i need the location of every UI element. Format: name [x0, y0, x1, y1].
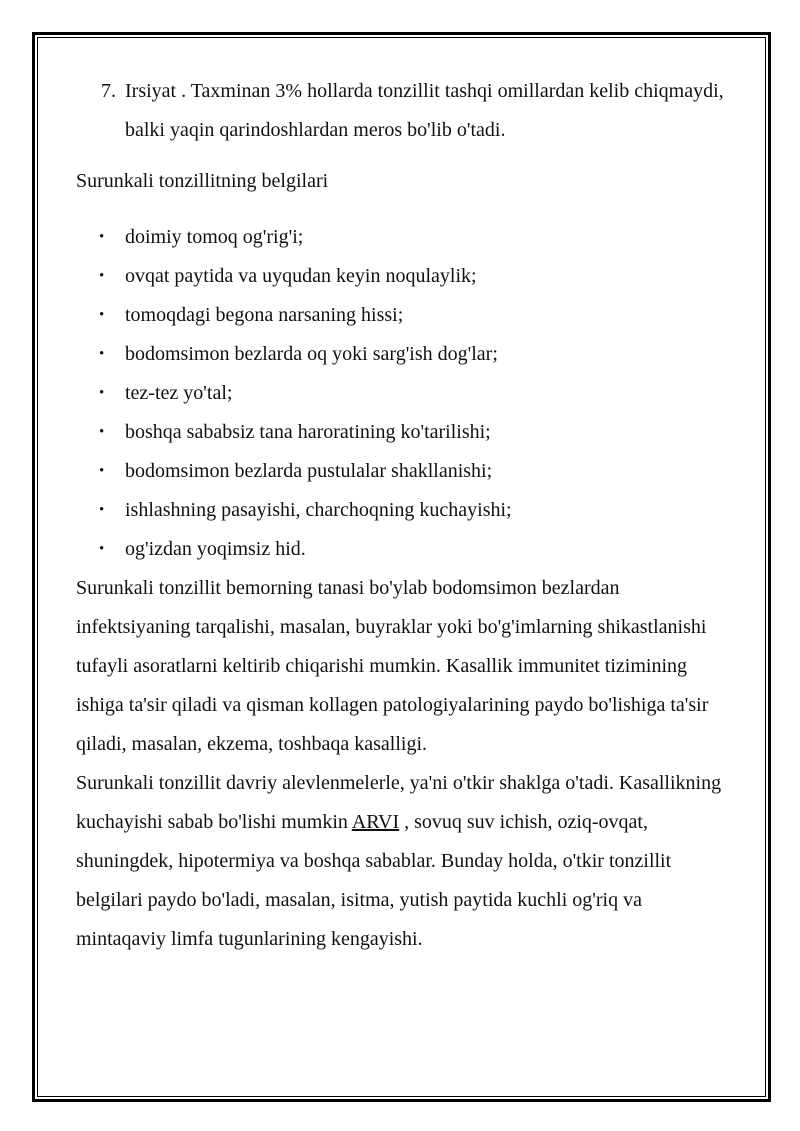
list-item-text: bodomsimon bezlarda oq yoki sarg'ish dog'lar; [125, 343, 498, 365]
list-item [76, 335, 726, 374]
bullet-icon: • [99, 385, 105, 401]
list-item [76, 296, 726, 335]
document-body [76, 72, 726, 959]
list-item [76, 530, 726, 569]
bullet-icon: • [99, 229, 105, 245]
item-number: 7. [101, 80, 116, 102]
paragraph-complications: Surunkali tonzillit bemorning tanasi bo'ylab bodomsimon bezlardan infektsiyaning tarqalishi, masalan, buyraklar yoki bo'g'imlarning shikastlanishi tufayli asoratlarni keltirib chiqarishi mumkin. Kasallik immunitet tizimining ishiga ta'sir qiladi va qisman kollagen patologiyalarining paydo bo'lishiga ta'sir qiladi, masalan, ekzema, toshbaqa kasalligi. [76, 577, 709, 755]
bullet-icon: • [99, 463, 105, 479]
list-item-text: tez-tez yo'tal; [125, 382, 233, 404]
numbered-item-heredity [76, 72, 726, 150]
list-item-text: ovqat paytida va uyqudan keyin noqulaylik; [125, 265, 477, 287]
list-item-text: tomoqdagi begona narsaning hissi; [125, 304, 404, 326]
bullet-icon: • [99, 268, 105, 284]
paragraph-text-start: Surunkali tonzillit davriy alevlenmelerle, ya'ni o'tkir shaklga o'tadi. Kasallikning kuchayishi sabab bo'lishi mumkin [76, 772, 722, 833]
item-text: Irsiyat . Taxminan 3% hollarda tonzillit tashqi omillardan kelib chiqmaydi, balki yaqin qarindoshlardan meros bo'lib o'tadi. [125, 80, 724, 141]
signs-list [76, 218, 726, 569]
list-item-text: og'izdan yoqimsiz hid. [125, 538, 306, 560]
bullet-icon: • [99, 424, 105, 440]
list-item [76, 452, 726, 491]
paragraph-exacerbation [76, 764, 726, 959]
bullet-icon: • [99, 307, 105, 323]
list-item [76, 491, 726, 530]
list-item [76, 218, 726, 257]
list-item-text: bodomsimon bezlarda pustulalar shakllanishi; [125, 460, 493, 482]
section-heading: Surunkali tonzillitning belgilari [76, 170, 329, 192]
list-item [76, 374, 726, 413]
list-item-text: ishlashning pasayishi, charchoqning kuchayishi; [125, 499, 512, 521]
bullet-icon: • [99, 541, 105, 557]
list-item [76, 257, 726, 296]
arvi-link[interactable]: ARVI [351, 811, 400, 833]
list-item [76, 413, 726, 452]
bullet-icon: • [99, 502, 105, 518]
paragraph-text-end: , sovuq suv ichish, oziq-ovqat, shuningdek, hipotermiya va boshqa sabablar. Bunday holda, o'tkir tonzillit belgilari paydo bo'ladi, masalan, isitma, yutish paytida kuchli og'riq va mintaqaviy limfa tugunlarining kengayishi. [76, 811, 672, 950]
list-item-text: boshqa sababsiz tana haroratining ko'tarilishi; [125, 421, 491, 443]
bullet-icon: • [99, 346, 105, 362]
list-item-text: doimiy tomoq og'rig'i; [125, 226, 304, 248]
